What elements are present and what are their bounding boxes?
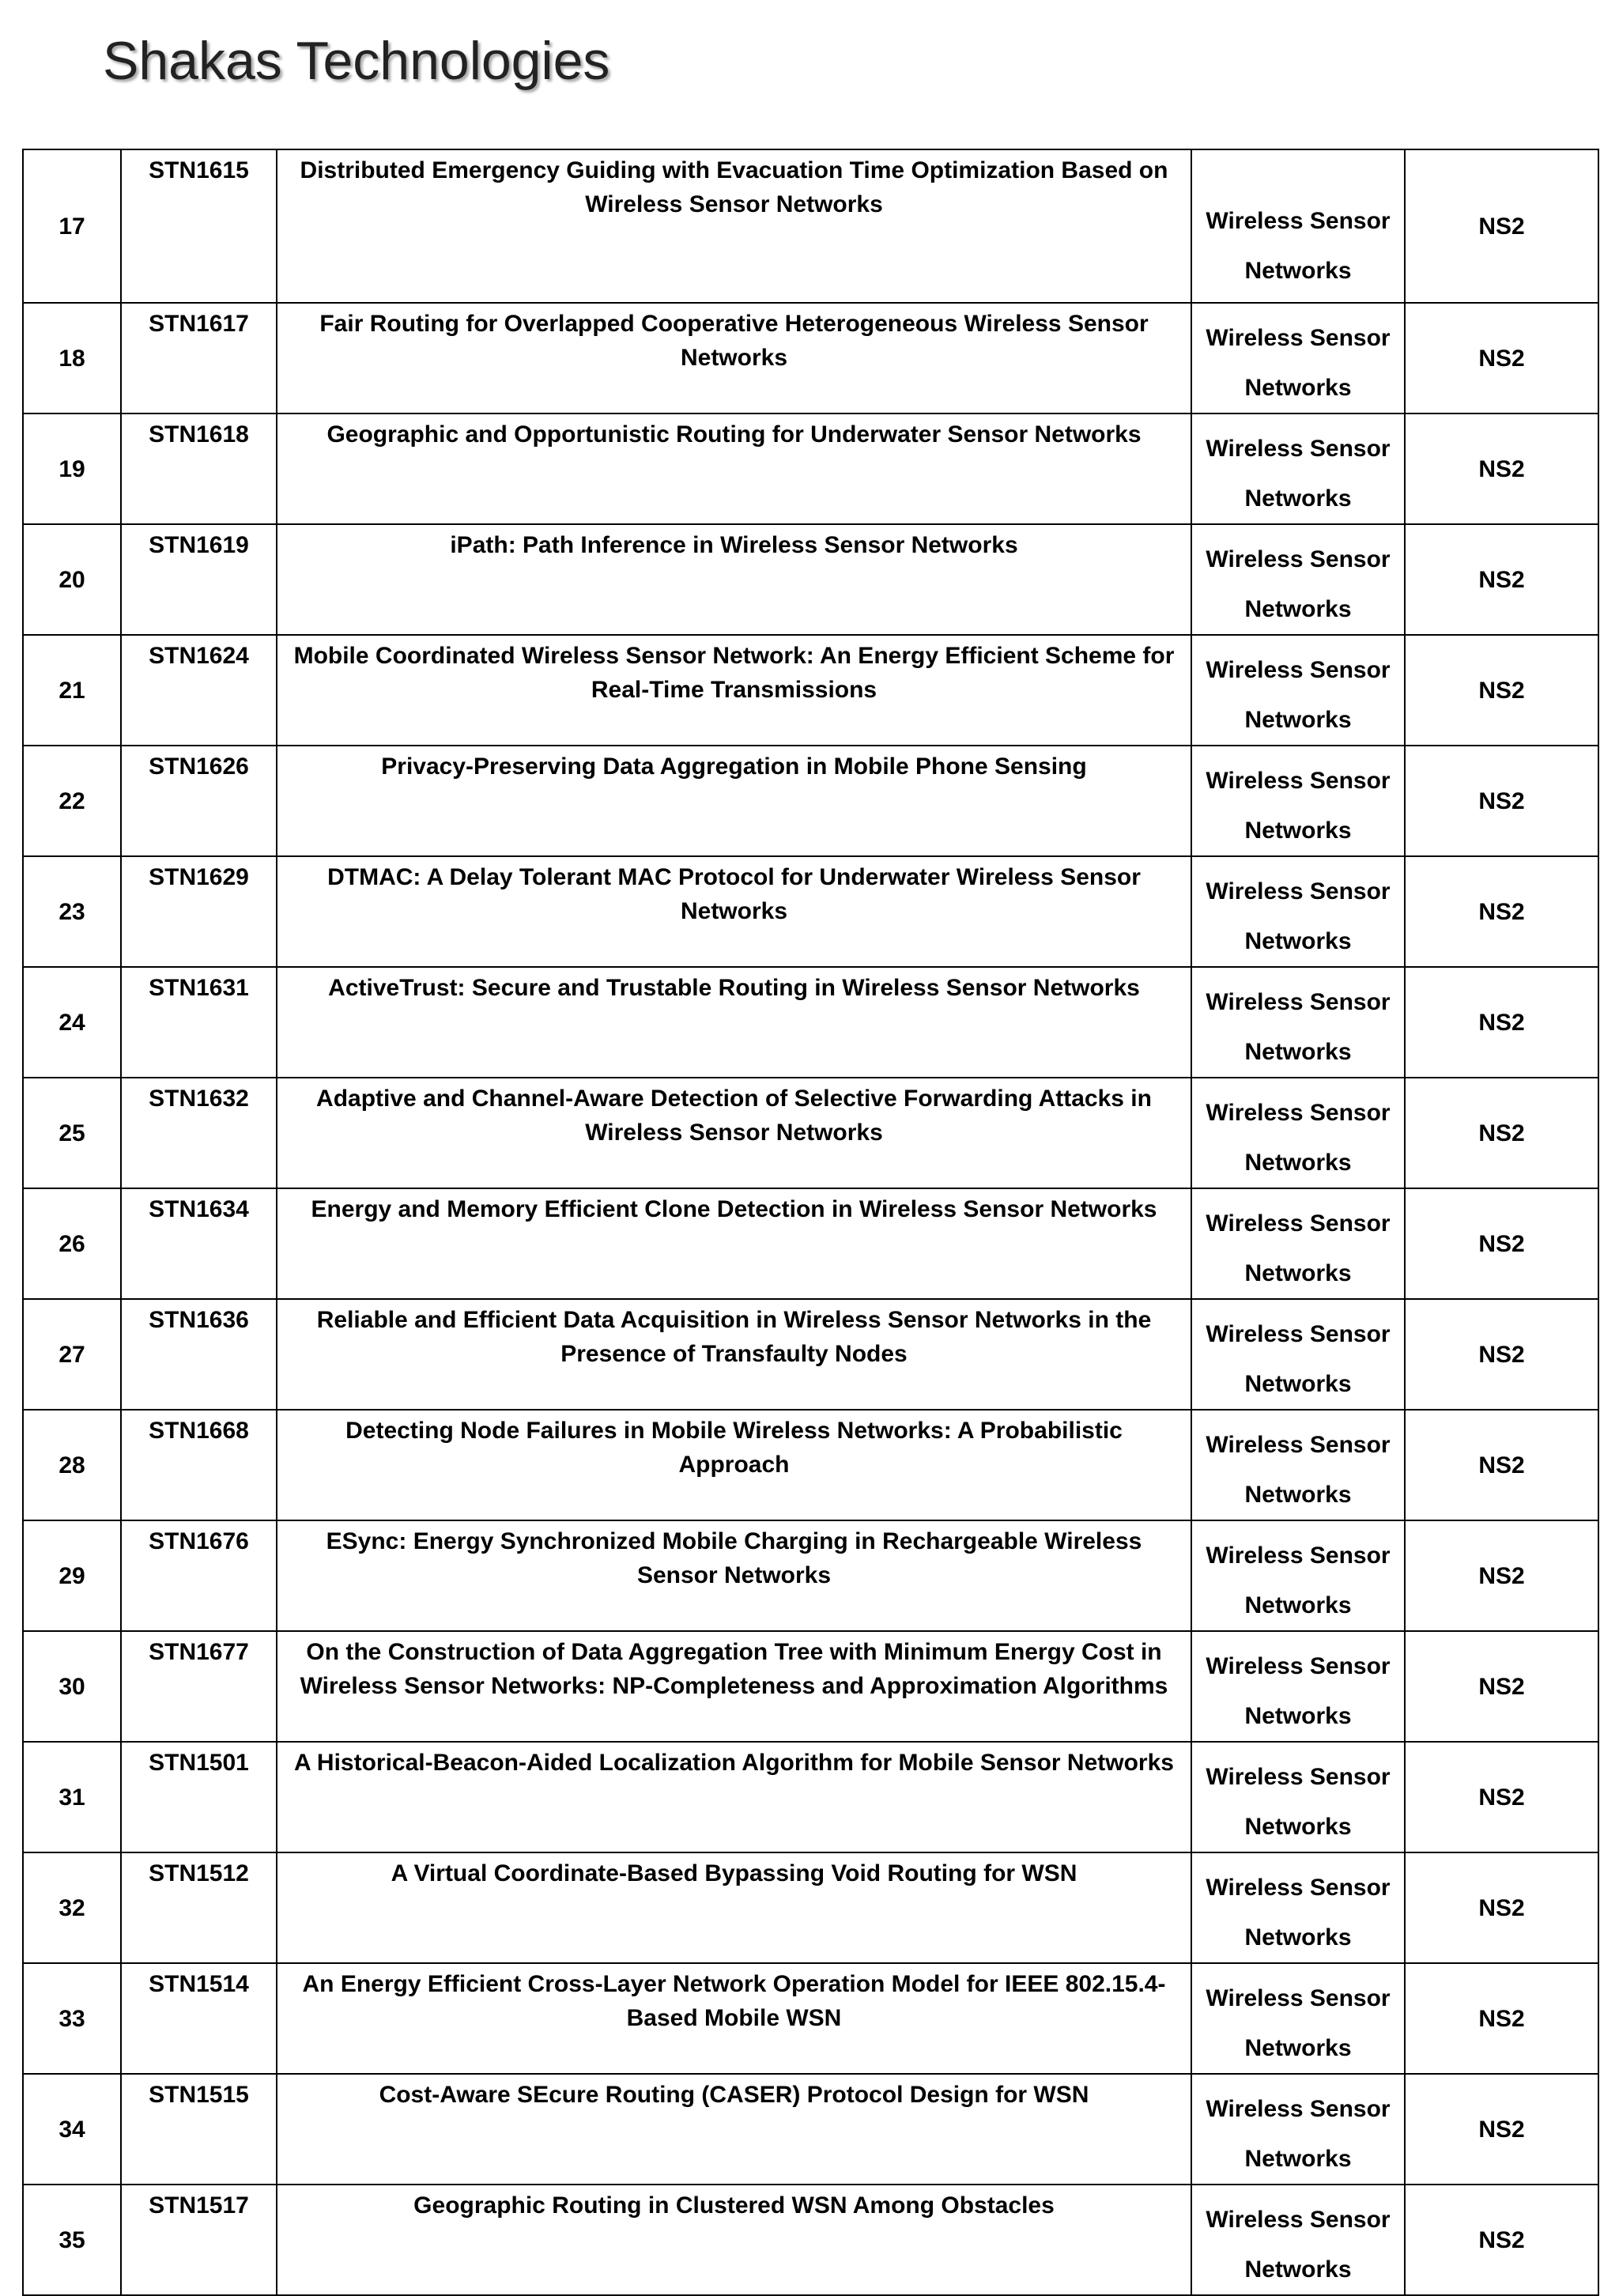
projects-table [22,149,1599,2296]
project-code-cell: STN1501 [121,1742,277,1852]
project-tool-cell: NS2 [1405,1410,1598,1520]
row-number-cell: 19 [23,414,121,524]
project-title-cell: Adaptive and Channel-Aware Detection of Selective Forwarding Attacks in Wireless Sensor Networks [277,1078,1191,1188]
projects-table-body [23,149,1598,2295]
project-title-cell: Fair Routing for Overlapped Cooperative Heterogeneous Wireless Sensor Networks [277,303,1191,414]
table-row [23,1410,1598,1520]
project-title-cell: ESync: Energy Synchronized Mobile Charging in Rechargeable Wireless Sensor Networks [277,1520,1191,1631]
table-row [23,1963,1598,2074]
project-domain-cell: Wireless Sensor Networks [1191,856,1405,967]
project-domain-cell: Wireless Sensor Networks [1191,149,1405,303]
project-title-cell: Privacy-Preserving Data Aggregation in Mobile Phone Sensing [277,746,1191,856]
project-tool-cell: NS2 [1405,1299,1598,1410]
project-title-cell: Detecting Node Failures in Mobile Wireless Networks: A Probabilistic Approach [277,1410,1191,1520]
table-row [23,1078,1598,1188]
table-row [23,1742,1598,1852]
project-title-cell: iPath: Path Inference in Wireless Sensor Networks [277,524,1191,635]
project-domain-cell: Wireless Sensor Networks [1191,414,1405,524]
table-row [23,524,1598,635]
project-tool-cell: NS2 [1405,1188,1598,1299]
project-domain-cell: Wireless Sensor Networks [1191,524,1405,635]
project-domain-cell: Wireless Sensor Networks [1191,967,1405,1078]
row-number-cell: 32 [23,1852,121,1963]
table-row [23,746,1598,856]
project-domain-cell: Wireless Sensor Networks [1191,1078,1405,1188]
table-row [23,2074,1598,2185]
project-title-cell: Energy and Memory Efficient Clone Detection in Wireless Sensor Networks [277,1188,1191,1299]
project-code-cell: STN1624 [121,635,277,746]
row-number-cell: 34 [23,2074,121,2185]
project-domain-cell: Wireless Sensor Networks [1191,1852,1405,1963]
project-code-cell: STN1517 [121,2185,277,2295]
table-row [23,1520,1598,1631]
row-number-cell: 31 [23,1742,121,1852]
table-row [23,1852,1598,1963]
project-code-cell: STN1626 [121,746,277,856]
project-domain-cell: Wireless Sensor Networks [1191,746,1405,856]
project-code-cell: STN1676 [121,1520,277,1631]
row-number-cell: 25 [23,1078,121,1188]
project-code-cell: STN1631 [121,967,277,1078]
row-number-cell: 28 [23,1410,121,1520]
project-tool-cell: NS2 [1405,746,1598,856]
project-domain-cell: Wireless Sensor Networks [1191,303,1405,414]
table-row [23,149,1598,303]
project-title-cell: An Energy Efficient Cross-Layer Network Operation Model for IEEE 802.15.4-Based Mobile WSN [277,1963,1191,2074]
row-number-cell: 26 [23,1188,121,1299]
table-row [23,635,1598,746]
project-code-cell: STN1629 [121,856,277,967]
project-code-cell: STN1515 [121,2074,277,2185]
project-tool-cell: NS2 [1405,1631,1598,1742]
project-domain-cell: Wireless Sensor Networks [1191,1742,1405,1852]
project-domain-cell: Wireless Sensor Networks [1191,2074,1405,2185]
project-domain-cell: Wireless Sensor Networks [1191,1188,1405,1299]
row-number-cell: 17 [23,149,121,303]
project-code-cell: STN1634 [121,1188,277,1299]
project-tool-cell: NS2 [1405,414,1598,524]
project-title-cell: Geographic Routing in Clustered WSN Among Obstacles [277,2185,1191,2295]
project-domain-cell: Wireless Sensor Networks [1191,1299,1405,1410]
project-title-cell: DTMAC: A Delay Tolerant MAC Protocol for Underwater Wireless Sensor Networks [277,856,1191,967]
project-tool-cell: NS2 [1405,1078,1598,1188]
project-title-cell: Distributed Emergency Guiding with Evacuation Time Optimization Based on Wireless Sensor Networks [277,149,1191,303]
project-title-cell: ActiveTrust: Secure and Trustable Routing in Wireless Sensor Networks [277,967,1191,1078]
project-tool-cell: NS2 [1405,2074,1598,2185]
row-number-cell: 27 [23,1299,121,1410]
project-tool-cell: NS2 [1405,1742,1598,1852]
row-number-cell: 20 [23,524,121,635]
row-number-cell: 18 [23,303,121,414]
row-number-cell: 35 [23,2185,121,2295]
project-tool-cell: NS2 [1405,2185,1598,2295]
project-code-cell: STN1615 [121,149,277,303]
project-domain-cell: Wireless Sensor Networks [1191,1520,1405,1631]
row-number-cell: 21 [23,635,121,746]
project-code-cell: STN1617 [121,303,277,414]
project-title-cell: Mobile Coordinated Wireless Sensor Network: An Energy Efficient Scheme for Real-Time Transmissions [277,635,1191,746]
table-row [23,1631,1598,1742]
project-title-cell: On the Construction of Data Aggregation Tree with Minimum Energy Cost in Wireless Sensor Networks: NP-Completeness and Approximation Algorithms [277,1631,1191,1742]
project-title-cell: Geographic and Opportunistic Routing for Underwater Sensor Networks [277,414,1191,524]
project-tool-cell: NS2 [1405,303,1598,414]
project-code-cell: STN1514 [121,1963,277,2074]
project-code-cell: STN1619 [121,524,277,635]
project-title-cell: A Virtual Coordinate-Based Bypassing Void Routing for WSN [277,1852,1191,1963]
table-row [23,414,1598,524]
table-row [23,967,1598,1078]
project-tool-cell: NS2 [1405,635,1598,746]
project-code-cell: STN1677 [121,1631,277,1742]
project-title-cell: Reliable and Efficient Data Acquisition in Wireless Sensor Networks in the Presence of Transfaulty Nodes [277,1299,1191,1410]
project-tool-cell: NS2 [1405,1520,1598,1631]
project-domain-cell: Wireless Sensor Networks [1191,1410,1405,1520]
table-row [23,303,1598,414]
project-code-cell: STN1512 [121,1852,277,1963]
table-row [23,856,1598,967]
row-number-cell: 30 [23,1631,121,1742]
row-number-cell: 33 [23,1963,121,2074]
row-number-cell: 23 [23,856,121,967]
project-tool-cell: NS2 [1405,1852,1598,1963]
table-row [23,1188,1598,1299]
project-code-cell: STN1618 [121,414,277,524]
row-number-cell: 22 [23,746,121,856]
company-title: Shakas Technologies [103,31,610,91]
table-row [23,2185,1598,2295]
project-tool-cell: NS2 [1405,967,1598,1078]
project-tool-cell: NS2 [1405,149,1598,303]
row-number-cell: 29 [23,1520,121,1631]
project-code-cell: STN1636 [121,1299,277,1410]
project-tool-cell: NS2 [1405,1963,1598,2074]
project-tool-cell: NS2 [1405,524,1598,635]
project-domain-cell: Wireless Sensor Networks [1191,2185,1405,2295]
project-tool-cell: NS2 [1405,856,1598,967]
project-domain-cell: Wireless Sensor Networks [1191,635,1405,746]
project-code-cell: STN1632 [121,1078,277,1188]
table-row [23,1299,1598,1410]
project-domain-cell: Wireless Sensor Networks [1191,1631,1405,1742]
project-code-cell: STN1668 [121,1410,277,1520]
project-domain-cell: Wireless Sensor Networks [1191,1963,1405,2074]
project-title-cell: Cost-Aware SEcure Routing (CASER) Protocol Design for WSN [277,2074,1191,2185]
row-number-cell: 24 [23,967,121,1078]
project-title-cell: A Historical-Beacon-Aided Localization Algorithm for Mobile Sensor Networks [277,1742,1191,1852]
